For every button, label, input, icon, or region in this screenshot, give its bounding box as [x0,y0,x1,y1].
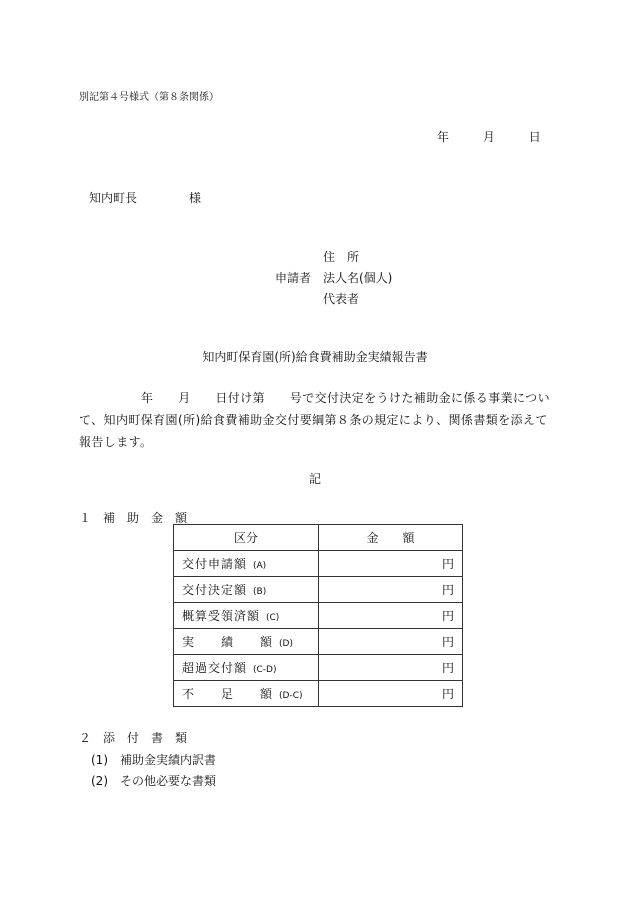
document-title: 知内町保育園(所)給食費補助金実績報告書 [202,350,428,364]
body-paragraph: 年 月 日付け第 号で交付決定をうけた補助金に係る事業について、知内町保育園(所)給食費補助金交付要綱第８条の規定により、関係書類を添えて報告します。 [79,391,550,449]
subsidy-amount-table [173,524,463,707]
category-code: (C-D) [253,665,277,675]
amount-cell [319,681,463,707]
category-cell [174,577,319,603]
category-name: 実 績 額 [182,635,274,649]
table-row [174,681,463,707]
category-name: 交付申請額 [182,557,248,571]
table-row [174,551,463,577]
table-row [174,655,463,681]
header-amount: 金 額 [319,525,463,551]
amount-cell [319,551,463,577]
date-day: 日 [528,130,541,144]
applicant-label: 申請者 [275,271,312,285]
attachment-item-1: (1) 補助金実績内訳書 [91,753,216,767]
ki-marker: 記 [308,472,321,486]
yen-unit: 円 [441,661,454,675]
category-code: (D-C) [279,691,303,701]
table-row [174,577,463,603]
attachment-item-2: (2) その他必要な書類 [91,774,216,788]
amount-cell [319,603,463,629]
section2-heading: ２ 添 付 書 類 [79,731,188,745]
category-cell [174,681,319,707]
section1-heading: １ 補 助 金 額 [79,511,188,525]
yen-unit: 円 [441,557,454,571]
table-row [174,629,463,655]
category-code: (A) [253,561,267,571]
category-cell [174,603,319,629]
addressee-honorific: 様 [189,191,202,205]
applicant-address: 住 所 [323,250,360,264]
amount-cell [319,629,463,655]
category-cell [174,551,319,577]
category-code: (C) [266,613,280,623]
category-code: (B) [253,587,267,597]
date-month: 月 [482,130,495,144]
yen-unit: 円 [441,609,454,623]
date-line [437,128,541,145]
amount-cell [319,577,463,603]
yen-unit: 円 [441,635,454,649]
table-row [174,603,463,629]
category-name: 交付決定額 [182,583,248,597]
date-year: 年 [437,130,450,144]
category-name: 超過交付額 [182,661,248,675]
form-identifier: 別記第４号様式（第８条関係） [79,92,219,103]
category-cell [174,629,319,655]
applicant-representative: 代表者 [323,292,360,306]
yen-unit: 円 [441,687,454,701]
table-header-row [174,525,463,551]
category-name: 不 足 額 [182,687,274,701]
category-name: 概算受領済額 [182,609,261,623]
amount-cell [319,655,463,681]
addressee-name: 知内町長 [89,191,138,205]
addressee [89,189,201,206]
category-cell [174,655,319,681]
applicant-corp-name: 法人名(個人) [323,271,393,285]
category-code: (D) [279,639,293,649]
yen-unit: 円 [441,583,454,597]
header-category: 区分 [174,525,319,551]
